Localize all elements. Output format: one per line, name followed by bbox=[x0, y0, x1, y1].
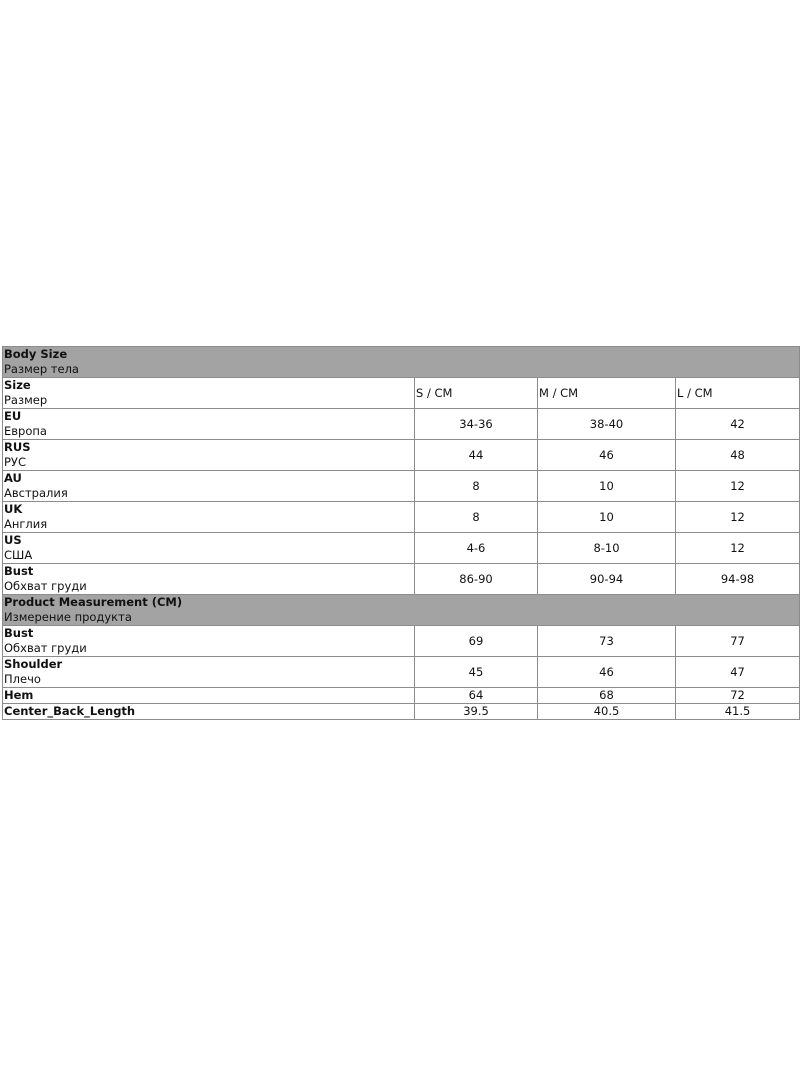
row-label-en: EU bbox=[4, 409, 22, 423]
row-label bbox=[3, 657, 415, 688]
table-row bbox=[3, 688, 800, 704]
value-cell: 47 bbox=[676, 657, 800, 688]
value-cell: 69 bbox=[415, 626, 538, 657]
table-row bbox=[3, 564, 800, 595]
value-cell: 8-10 bbox=[538, 533, 676, 564]
table-row bbox=[3, 502, 800, 533]
section-title: Product Measurement (CM) bbox=[4, 595, 183, 609]
value-cell: 12 bbox=[676, 502, 800, 533]
table-row bbox=[3, 626, 800, 657]
row-label-en: RUS bbox=[4, 440, 31, 454]
row-label bbox=[3, 688, 415, 704]
row-label bbox=[3, 704, 415, 720]
size-header-row bbox=[3, 378, 800, 409]
value-cell: 42 bbox=[676, 409, 800, 440]
row-label-en: Hem bbox=[4, 688, 34, 702]
value-cell: 10 bbox=[538, 502, 676, 533]
size-chart-table bbox=[2, 346, 800, 720]
table-row bbox=[3, 704, 800, 720]
row-label-ru: Размер bbox=[4, 393, 48, 407]
row-label bbox=[3, 626, 415, 657]
value-cell: 38-40 bbox=[538, 409, 676, 440]
value-cell: 45 bbox=[415, 657, 538, 688]
row-label-en: UK bbox=[4, 502, 23, 516]
value-cell: 8 bbox=[415, 471, 538, 502]
row-label bbox=[3, 409, 415, 440]
value-cell: 46 bbox=[538, 657, 676, 688]
value-cell: 39.5 bbox=[415, 704, 538, 720]
row-label-ru: Англия bbox=[4, 517, 48, 531]
row-label-ru: США bbox=[4, 548, 33, 562]
value-cell: 12 bbox=[676, 533, 800, 564]
table-row bbox=[3, 657, 800, 688]
table-row bbox=[3, 533, 800, 564]
table-row bbox=[3, 440, 800, 471]
value-cell: 48 bbox=[676, 440, 800, 471]
column-header-l: L / CM bbox=[676, 378, 800, 409]
value-cell: 90-94 bbox=[538, 564, 676, 595]
row-label-ru: Европа bbox=[4, 424, 47, 438]
value-cell: 8 bbox=[415, 502, 538, 533]
value-cell: 44 bbox=[415, 440, 538, 471]
row-label-en: AU bbox=[4, 471, 22, 485]
row-label bbox=[3, 471, 415, 502]
row-label-en: Bust bbox=[4, 626, 34, 640]
section-header-cell bbox=[3, 595, 800, 626]
value-cell: 86-90 bbox=[415, 564, 538, 595]
row-label bbox=[3, 533, 415, 564]
row-label-en: Bust bbox=[4, 564, 34, 578]
row-label bbox=[3, 564, 415, 595]
row-label-en: Shoulder bbox=[4, 657, 63, 671]
section-subtitle: Измерение продукта bbox=[4, 610, 132, 624]
value-cell: 34-36 bbox=[415, 409, 538, 440]
row-label bbox=[3, 440, 415, 471]
value-cell: 40.5 bbox=[538, 704, 676, 720]
row-label-ru: РУС bbox=[4, 455, 26, 469]
section-header-cell bbox=[3, 347, 800, 378]
value-cell: 68 bbox=[538, 688, 676, 704]
row-label bbox=[3, 502, 415, 533]
row-label bbox=[3, 378, 415, 409]
value-cell: 41.5 bbox=[676, 704, 800, 720]
value-cell: 77 bbox=[676, 626, 800, 657]
section-subtitle: Размер тела bbox=[4, 362, 79, 376]
value-cell: 10 bbox=[538, 471, 676, 502]
row-label-en: Size bbox=[4, 378, 31, 392]
section-title: Body Size bbox=[4, 347, 68, 361]
value-cell: 73 bbox=[538, 626, 676, 657]
value-cell: 12 bbox=[676, 471, 800, 502]
value-cell: 4-6 bbox=[415, 533, 538, 564]
row-label-ru: Австралия bbox=[4, 486, 68, 500]
value-cell: 94-98 bbox=[676, 564, 800, 595]
column-header-m: M / CM bbox=[538, 378, 676, 409]
value-cell: 46 bbox=[538, 440, 676, 471]
value-cell: 72 bbox=[676, 688, 800, 704]
row-label-ru: Плечо bbox=[4, 672, 41, 686]
value-cell: 64 bbox=[415, 688, 538, 704]
row-label-en: US bbox=[4, 533, 22, 547]
row-label-ru: Обхват груди bbox=[4, 641, 87, 655]
section-header-product-measurement bbox=[3, 595, 800, 626]
column-header-s: S / CM bbox=[415, 378, 538, 409]
table-row bbox=[3, 409, 800, 440]
row-label-ru: Обхват груди bbox=[4, 579, 87, 593]
row-label-en: Center_Back_Length bbox=[4, 704, 136, 718]
table-row bbox=[3, 471, 800, 502]
section-header-body-size bbox=[3, 347, 800, 378]
